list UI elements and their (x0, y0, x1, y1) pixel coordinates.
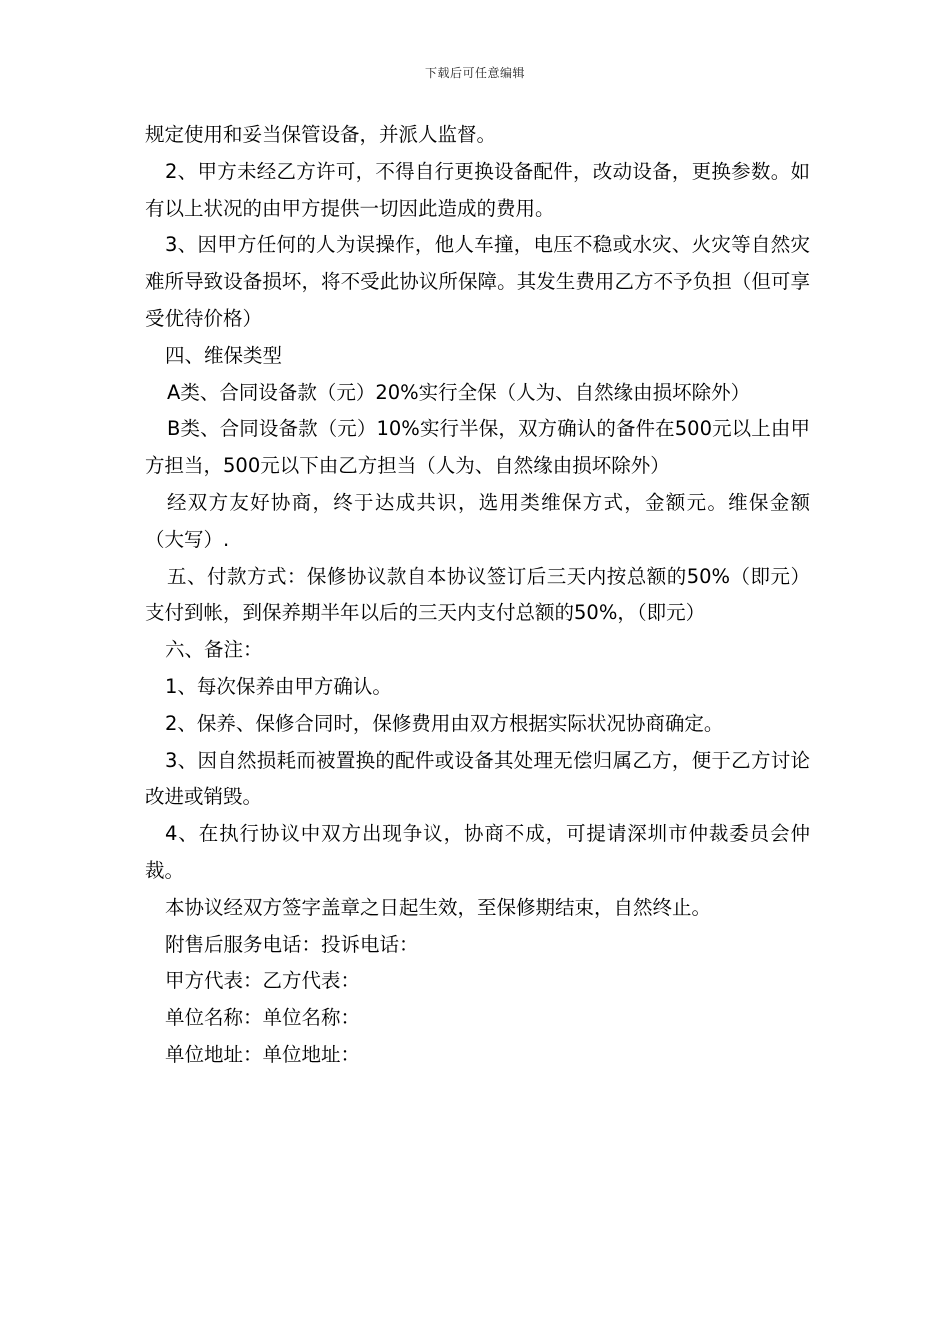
unit-address-line: 单位地址：单位地址： (165, 1042, 361, 1066)
page-header: 下载后可任意编辑 (424, 66, 525, 80)
paragraph-class-a: A类、合同设备款（元）20%实行全保（人为、自然缘由损坏除外） (167, 380, 751, 404)
document-body (145, 117, 810, 1074)
remark-1: 1、每次保养由甲方确认。 (165, 674, 392, 698)
section-heading-maintenance-type: 四、维保类型 (165, 343, 283, 367)
representatives-line: 甲方代表：乙方代表： (165, 969, 361, 993)
remark-2: 2、保养、保修合同时，保修费用由双方根据实际状况协商确定。 (165, 711, 724, 735)
paragraph-1: 规定使用和妥当保管设备，并派人监督。 (145, 123, 497, 146)
remark-4: 4、在执行协议中双方出现争议，协商不成，可提请深圳市仲裁委员会仲裁。 (145, 822, 810, 882)
section-heading-payment: 五、付款方式：保修协议款自本协议签订后三天内按总额的50%（即元）支付到帐，到保养期半年以后的三天内支付总额的50%，（即元） (145, 564, 810, 625)
effective-clause: 本协议经双方签字盖章之日起生效，至保修期结束，自然终止。 (165, 895, 712, 919)
paragraph-3: 3、因甲方任何的人为误操作，他人车撞，电压不稳或水灾、火灾等自然灾难所导致设备损坏，将不受此协议所保障。其发生费用乙方不予负担（但可享受优待价格） (145, 233, 810, 330)
paragraph-agreement-choice: 经双方友好协商，终于达成共识，选用类维保方式，金额元。维保金额（大写）. (145, 490, 810, 551)
paragraph-class-b: B类、合同设备款（元）10%实行半保，双方确认的备件在500元以上由甲方担当，500元以下由乙方担当（人为、自然缘由损坏除外） (145, 417, 810, 478)
section-heading-remarks: 六、备注： (165, 638, 263, 662)
remark-3: 3、因自然损耗而被置换的配件或设备其处理无偿归属乙方，便于乙方讨论改进或销毁。 (145, 748, 810, 809)
unit-name-line: 单位名称：单位名称： (165, 1006, 361, 1030)
paragraph-2: 2、甲方未经乙方许可，不得自行更换设备配件，改动设备，更换参数。如有以上状况的由甲方提供一切因此造成的费用。 (145, 159, 810, 220)
service-phone-line: 附售后服务电话：投诉电话： (165, 932, 419, 956)
